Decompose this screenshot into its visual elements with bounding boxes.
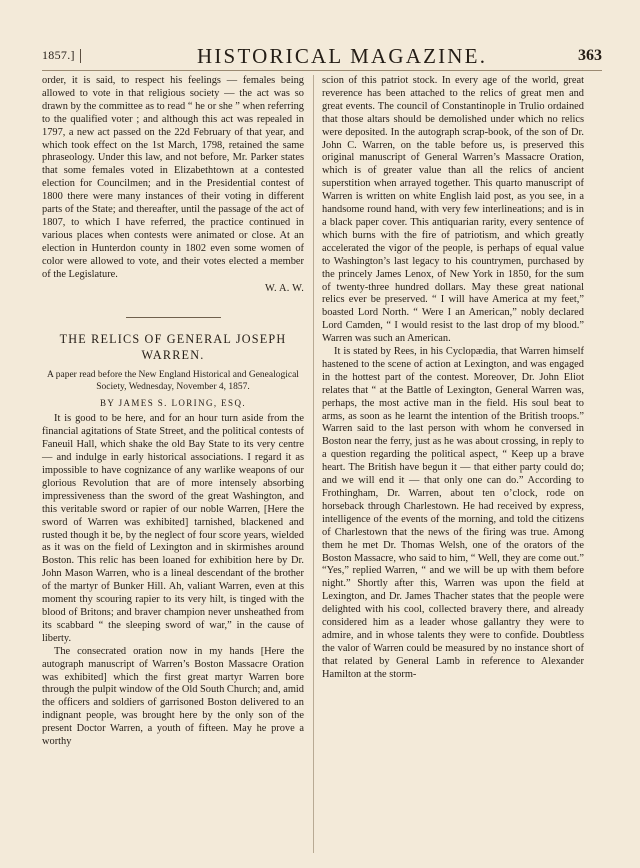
magazine-title: HISTORICAL MAGAZINE.	[197, 44, 488, 68]
author-signature: W. A. W.	[264, 282, 304, 294]
left-column	[42, 75, 304, 749]
article-author: BY JAMES S. LORING, ESQ.	[99, 398, 247, 409]
article-title-line-2: WARREN.	[141, 348, 205, 363]
article-paragraph-2: The consecrated oration now in my hands [Here the autograph manuscript of Warren’s Boston Massacre Oration was exhibited] which the first great martyr Warren bore through the pulpit window of the Old South Church; and, amid the officers and soldiers of garrisoned Boston delivered to an indignant people, was brought here by the only son of the present Doctor Warren, a youth of fifteen. May he prove a worthy	[42, 645, 304, 748]
article-paragraph-3: It is stated by Rees, in his Cyclopædia, that Warren himself hastened to the scene of action at Lexington, and was engaged in the hottest part of the contest. Moreover, Dr. John Eliot relates that “ at the Battle of Lexington, General Warren was, perhaps, the most active man in the field. His soul beat to arms, as soon as he learnt the intention of the British troops.” Warren said to the last person with whom he conversed in Boston near the ferry, just as he was about crossing, in reply to a question regarding the political aspect, “ Keep up a brave heart. The British have begun it — that either party could do; and we will end it — that only one can do.” According to Frothingham, Dr. Warren, about ten o’clock, rode on horseback through Charlestown. He had received by express, intelligence of the events of the morning, and told the citizens of Charlestown that the news of the firing was true. Among them he met Dr. Thomas Welsh, one of the orators of the Boston Massacre, who said to him, “ Well, they are come out.” “Yes,” replied Warren, “ and we will be up with them before night.” Shortly after this, Warren was upon the field at Lexington, and Dr. James Thacher states that the people were delighted with his cool, collected bravery there, and already considered him as a leader whose gallantry they were to admire, and in whose talents they were to confide. Doubtless the valor of Warren could be measured by no instance short of that related by General Lamb in reference to Alexander Hamilton at the storm-	[322, 346, 584, 680]
column-divider	[313, 75, 314, 853]
magazine-page	[42, 42, 602, 850]
text-columns	[42, 75, 602, 851]
continued-paragraph: order, it is said, to respect his feelings — females being allowed to vote in that religious society — the act was so drawn by the committee as to read “ he or she ” when referring to the qualified voter ; and although this act was repealed in 1797, a new act passed on the 22d February of that year, and which took effect on the 1st March, 1798, retained the same phraseology. Under this law, and not before, Mr. Parker states that some females voted in Elizabethtown at a contested election for Councilmen; and in the Presidential contest of 1800 there were many instances of their voting in different parts of the State; and thereafter, until the passage of the act of 1807, to which I have referred, the practice continued in various places when contests were animated or close. At an election in Hunterdon county in 1802 even some women of color were allowed to vote, and their votes elected a member of the Legislature.	[42, 75, 304, 280]
article-paragraph-1: It is good to be here, and for an hour turn aside from the financial agitations of State Street, and the political contests of Faneuil Hall, which shake the old Bay State to its very centre — and indulge in early historical associations. I regard it as impossible to have cognizance of any warlike weapons of our glorious Revolution that are of more intensely absorbing impressiveness than the sword of the great Washington, and this veritable sword or rapier of our noble Warren, [Here the sword of Warren was exhibited] tarnished, blackened and rusted though it be, by the neglect of four score years, wielded as it was on the field of Lexington and in skirmishes around Boston. This relic has been loaned for exhibition here by Dr. John Mason Warren, who is a lineal descendant of the brother of the martyr of Bunker Hill. Ah, valiant Warren, even at this moment thy scouring rapier to its very hilt, is tinged with the blood of Britons; and braver champion never unsheathed from its scabbard “ the sleeping sword of war,” in the cause of liberty.	[42, 413, 304, 644]
header-year: 1857.]	[42, 48, 75, 62]
article-title	[42, 331, 304, 363]
running-header	[42, 42, 602, 71]
section-divider	[126, 317, 221, 318]
right-column	[322, 75, 584, 682]
article-title-line-1: THE RELICS OF GENERAL JOSEPH	[59, 332, 287, 347]
continued-article-paragraph: scion of this patriot stock. In every age of the world, great reverence has been attached to the relics of great men and great events. The council of Constantinople in Trulio ordained that those altars should be demolished under which no relics were deposited. In the autograph scrap-book, of the son of Dr. John C. Warren, on the table before us, is preserved this original manuscript of General Warren’s Massacre Oration, which is of greater value than all the relics of ancient superstition when arrayed together. This quarto manuscript of Warren is written on white English laid post, as you see, in a handsome round hand, with very few interlineations; and is in a black paper cover. This antiquarian rarity, every sentence of which burns with the fire of patriotism, and which greatly accelerated the vigor of the people, is perhaps of equal value to Washington’s last legacy to his countrymen, purchased by the princely James Lenox, of New York in 1850, for the sum of twenty-three hundred dollars. May these great national relics ever be preserved. “ I will have America at my feet,” boasted Lord North. “ Were I an American,” nobly declared Lord Camden, “ I would resist to the last drop of my blood.” Warren was such an American.	[322, 75, 584, 345]
article-intro-note: A paper read before the New England Historical and Genealogical Society, Wednesday, November 4, 1857.	[47, 370, 299, 392]
page-number: 363	[578, 47, 602, 64]
